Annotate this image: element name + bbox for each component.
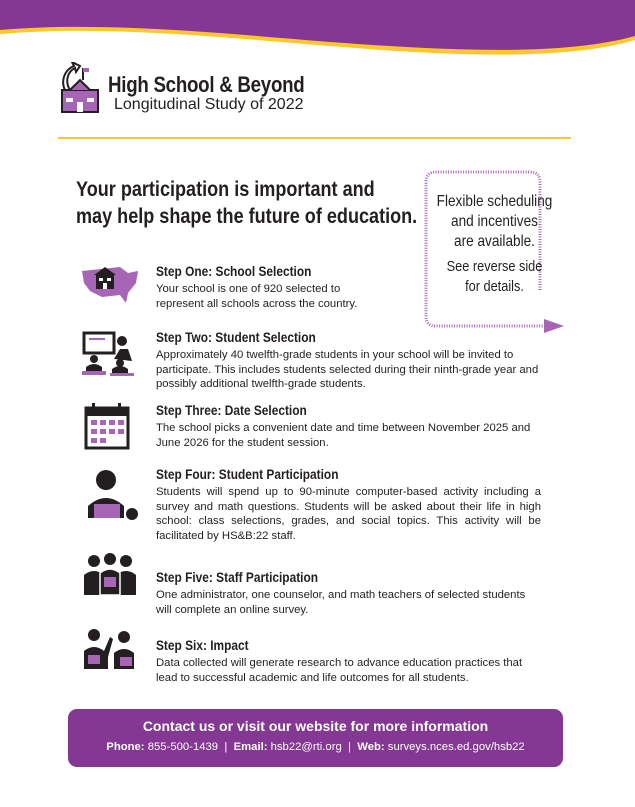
web-link[interactable]: surveys.nces.ed.gov/hsb22 — [387, 741, 525, 753]
study-logo — [58, 60, 328, 120]
headline-line: Your participation is important and — [76, 178, 375, 201]
callout-subline: for details. — [465, 278, 524, 295]
step-title: Step Four: Student Participation — [156, 466, 339, 482]
divider — [58, 137, 571, 139]
web-label: Web: — [357, 741, 385, 753]
callout-line: Flexible scheduling — [436, 193, 553, 210]
step-title: Step Five: Staff Participation — [156, 569, 319, 585]
classroom-icon — [80, 329, 140, 377]
student-laptop-icon — [80, 466, 140, 526]
contact-title: Contact us or visit our website for more information — [142, 718, 489, 734]
callout-line: are available. — [454, 233, 535, 250]
school-logo-icon — [58, 62, 108, 117]
step-text: Approximately 40 twelfth-grade students in your school will be invited to participate. This includes students selected during their ninth-grade year and possibly additional twelfth-grade students. — [156, 349, 539, 390]
phone-number[interactable]: 855-500-1439 — [147, 741, 219, 753]
step-text: The school picks a convenient date and time between November 2025 and June 2026 for the student session. — [156, 422, 531, 449]
step-title: Step One: School Selection — [156, 263, 312, 279]
email-link[interactable]: hsb22@rti.org — [270, 741, 342, 753]
staff-group-icon — [80, 551, 140, 599]
contact-banner — [68, 709, 563, 767]
email-label: Email: — [233, 741, 268, 753]
step-text: Your school is one of 920 selected to represent all schools across the country. — [156, 283, 358, 310]
callout-box — [422, 168, 572, 333]
step-text: One administrator, one counselor, and math teachers of selected students will complete an online survey. — [156, 589, 526, 616]
us-map-school-icon — [80, 263, 140, 311]
logo-title: High School & Beyond — [108, 72, 305, 97]
callout-line: and incentives — [451, 213, 538, 230]
contact-line: Phone: 855-500-1439 | Email: hsb22@rti.org | Web: surveys.nces.ed.gov/hsb22 — [106, 741, 525, 753]
step-text: Students will spend up to 90-minute computer-based activity including a survey and math questions. Students will be asked about their life in high school: class selections, grades, and social topics. This activity will be facilitated by HS&B:22 staff. — [156, 486, 541, 542]
calendar-icon — [80, 402, 140, 450]
step-title: Step Six: Impact — [156, 637, 249, 653]
phone-label: Phone: — [106, 741, 145, 753]
header-wave — [0, 0, 635, 60]
high-five-icon — [80, 625, 140, 673]
step-text: Data collected will generate research to advance education practices that lead to successful academic and life outcomes for all students. — [156, 657, 523, 684]
step-title: Step Two: Student Selection — [156, 329, 316, 345]
logo-subtitle: Longitudinal Study of 2022 — [114, 96, 304, 113]
headline-line: may help shape the future of education. — [76, 205, 418, 228]
callout-subline: See reverse side — [446, 258, 543, 275]
step-title: Step Three: Date Selection — [156, 402, 307, 418]
headline — [76, 176, 417, 230]
